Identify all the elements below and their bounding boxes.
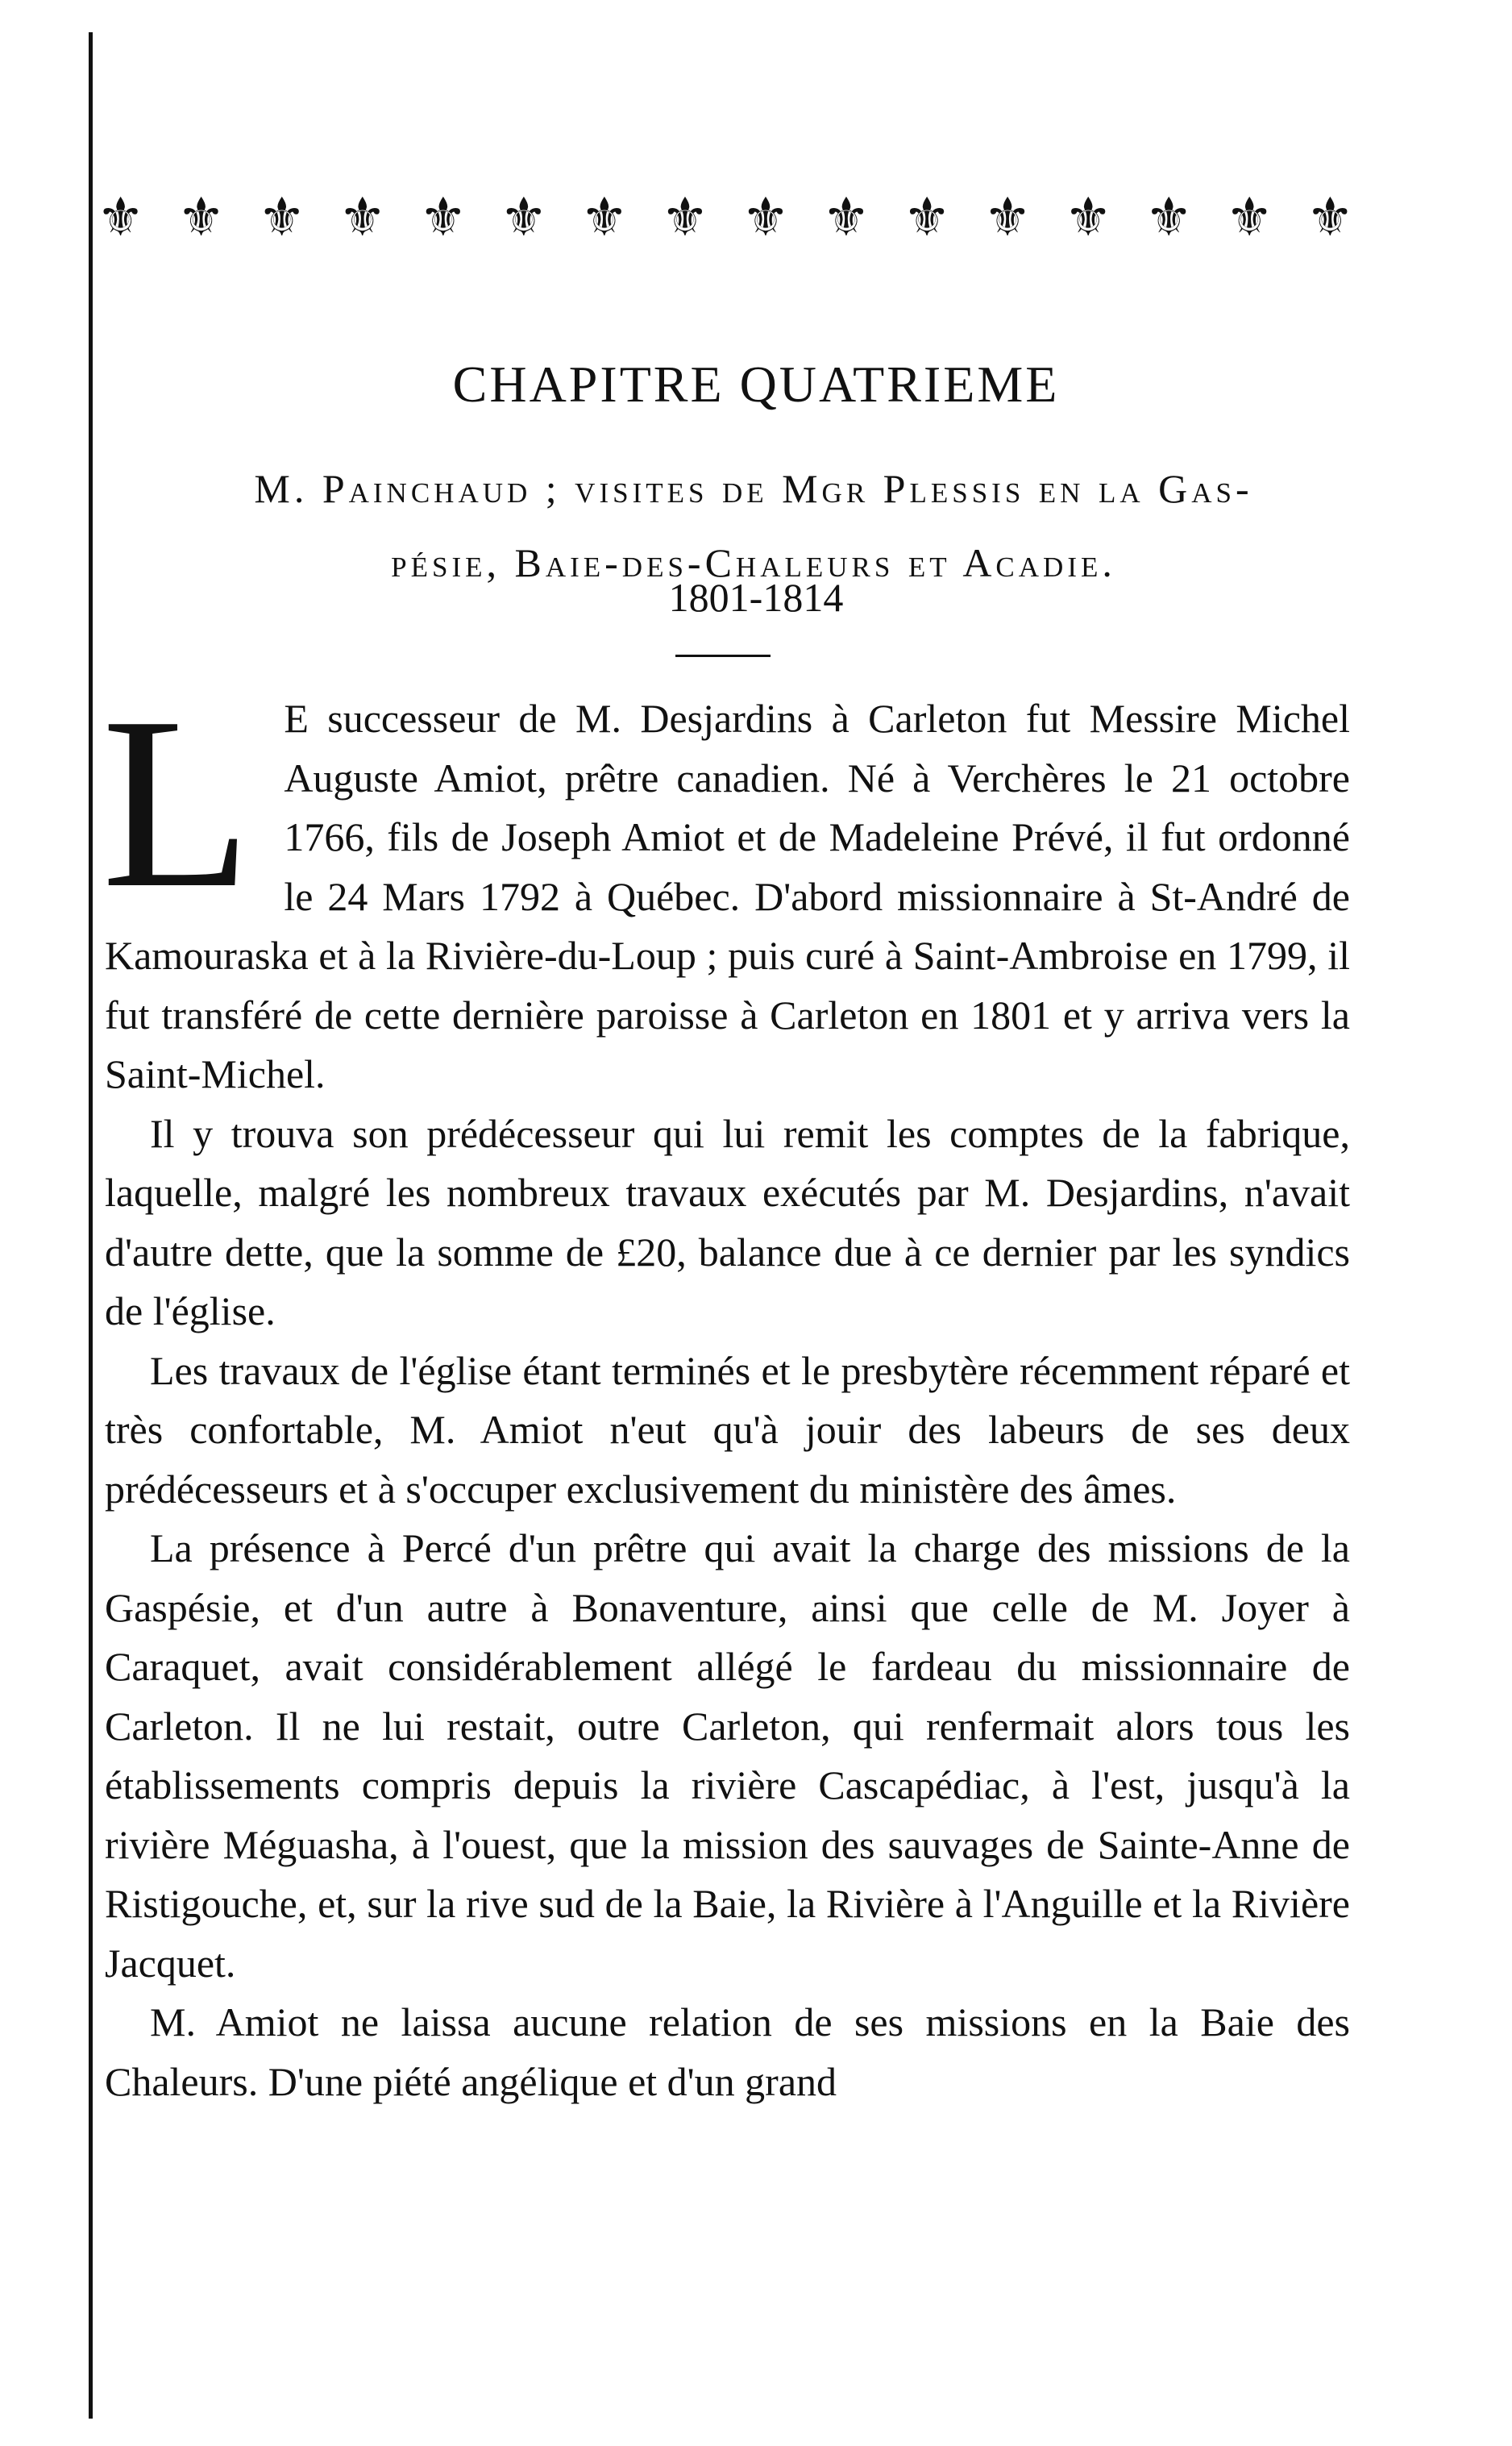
fleur-de-lis-icon: ⚜ <box>339 189 387 248</box>
chapter-summary-line-2: pésie, Baie-des-Chaleurs et Acadie. <box>391 540 1116 585</box>
chapter-title: CHAPITRE QUATRIEME <box>452 356 1060 413</box>
chapter-summary-line-1: M. Painchaud ; visites de Mgr Plessis en la Gas- <box>254 466 1253 511</box>
paragraph-1 <box>102 666 1350 1104</box>
fleur-de-lis-icon: ⚜ <box>741 189 790 248</box>
fleur-de-lis-icon: ⚜ <box>1144 189 1193 248</box>
fleur-de-lis-icon: ⚜ <box>580 189 629 248</box>
separator-rule <box>675 655 771 657</box>
fleur-de-lis-icon: ⚜ <box>500 189 548 248</box>
paragraph-4: La présence à Percé d'un prêtre qui avait la charge des missions de la Gaspésie, et d'un autre à Bonaventure, ainsi que celle de M. Joyer à Caraquet, avait considérablement allégé le fardeau du missionnaire de Carleton. Il ne lui restait, outre Carleton, qui renfermait alors tous les établissements compris depuis la rivière Cascapédiac, à l'est, jusqu'à la rivière Méguasha, à l'ouest, que la mission des sauvages de Sainte-Anne de Ristigouche, et, sur la rive sud de la Baie, la Rivière à l'Anguille et la Rivière Jacquet. <box>105 1525 1350 1986</box>
fleur-de-lis-icon: ⚜ <box>1225 189 1273 248</box>
fleur-de-lis-icon: ⚜ <box>983 189 1032 248</box>
fleur-de-lis-icon: ⚜ <box>177 189 226 248</box>
drop-cap: L <box>102 666 252 938</box>
paragraph-5: M. Amiot ne laissa aucune relation de ses missions en la Baie des Chaleurs. D'une piété angélique et d'un grand <box>105 1999 1350 2104</box>
fleur-de-lis-icon: ⚜ <box>1064 189 1112 248</box>
fleur-de-lis-icon: ⚜ <box>258 189 306 248</box>
paragraph-1-text: E successeur de M. Desjardins à Carleton fut Messire Michel Auguste Amiot, prêtre canadien. Né à Verchères le 21 octobre 1766, fils de Joseph Amiot et de Madeleine Prévé, il fut ordonné le 24 Mars 1792 à Québec. D'abord missionnaire à St-André de Kamouraska et à la Rivière-du-Loup ; puis curé à Saint-Ambroise en 1799, il fut transféré de cette dernière paroisse à Carleton en 1801 et y arriva vers la Saint-Michel. <box>105 696 1350 1096</box>
fleur-de-lis-ornament-row <box>97 189 1354 248</box>
paragraph-3: Les travaux de l'église étant terminés et le presbytère récemment réparé et très confortable, M. Amiot n'eut qu'à jouir des labeurs de ses deux prédécesseurs et à s'occuper exclusivement du ministère des âmes. <box>105 1347 1350 1512</box>
body-text <box>102 666 1350 2111</box>
fleur-de-lis-icon: ⚜ <box>419 189 467 248</box>
fleur-de-lis-icon: ⚜ <box>822 189 870 248</box>
fleur-de-lis-icon: ⚜ <box>903 189 951 248</box>
fleur-de-lis-icon: ⚜ <box>1306 189 1354 248</box>
paragraph-2: Il y trouva son prédécesseur qui lui remit les comptes de la fabrique, laquelle, malgré les nombreux travaux exécutés par M. Desjardins, n'avait d'autre dette, que la somme de £20, balance due à ce dernier par les syndics de l'église. <box>105 1110 1350 1333</box>
chapter-years: 1801-1814 <box>668 575 844 620</box>
fleur-de-lis-icon: ⚜ <box>97 189 145 248</box>
fleur-de-lis-icon: ⚜ <box>661 189 709 248</box>
